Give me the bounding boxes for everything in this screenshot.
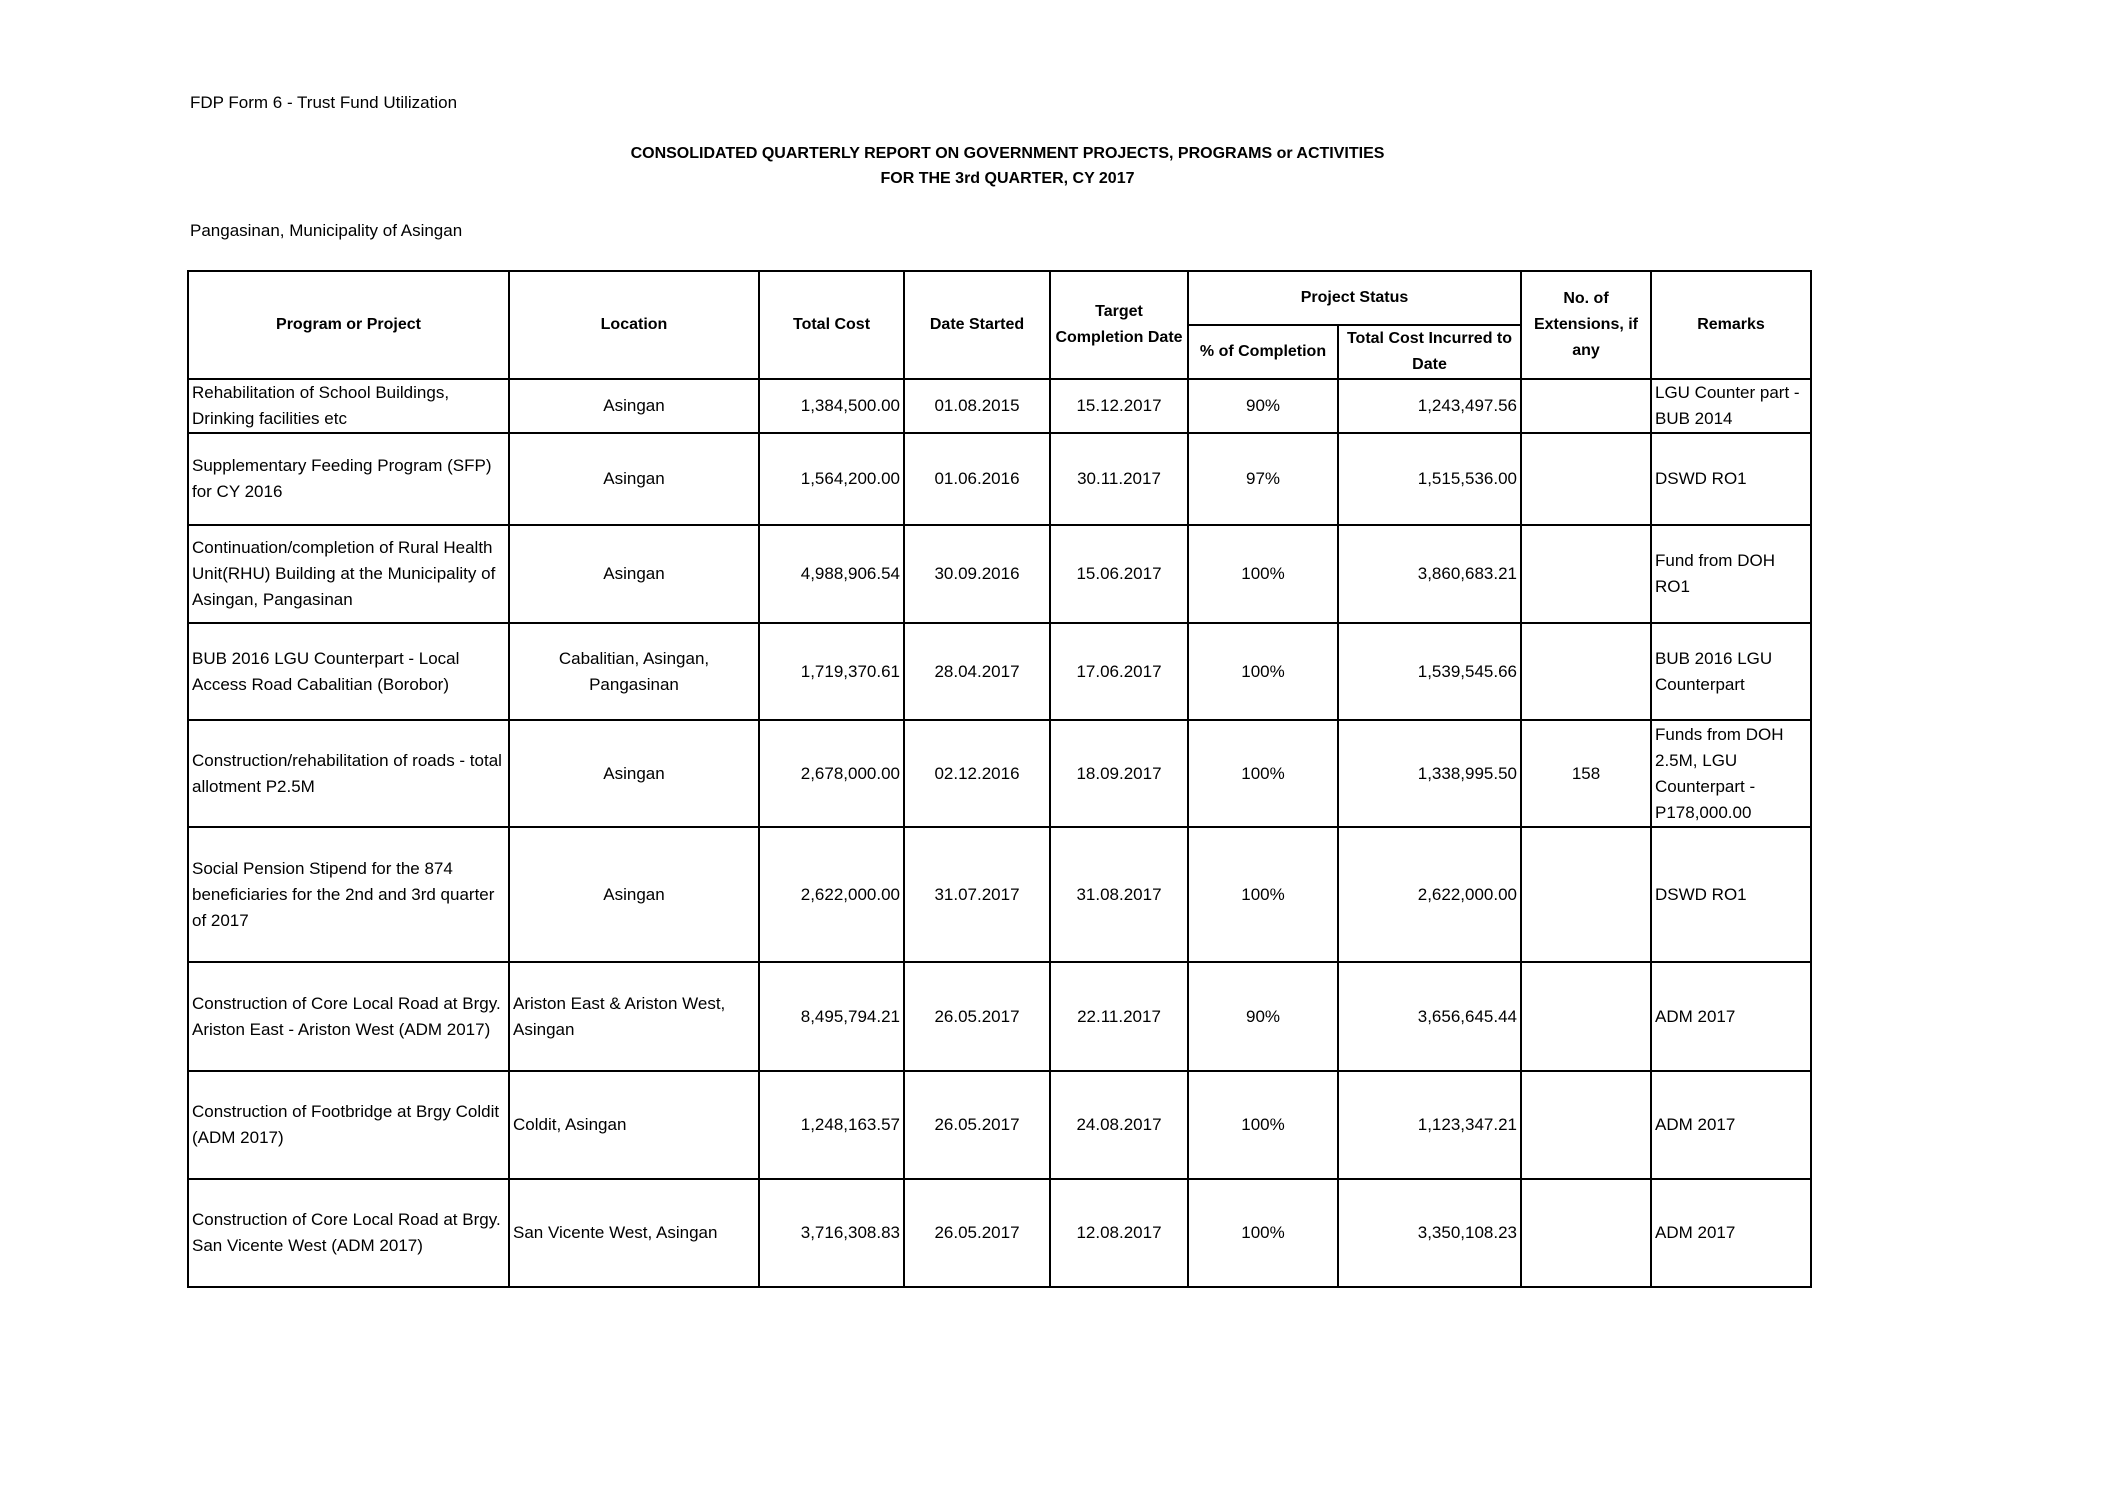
form-name: FDP Form 6 - Trust Fund Utilization <box>190 93 458 112</box>
cost-incurred-cell: 3,350,108.23 <box>1338 1179 1521 1287</box>
table-row <box>188 1071 1811 1179</box>
remarks-cell: Fund from DOH RO1 <box>1651 525 1811 623</box>
location-cell: Ariston East & Ariston West, Asingan <box>509 962 759 1071</box>
extensions-cell <box>1521 962 1651 1071</box>
total-cost-cell: 1,384,500.00 <box>759 379 904 433</box>
date-started-cell: 30.09.2016 <box>904 525 1050 623</box>
pct-completion-cell: 97% <box>1188 433 1338 525</box>
cost-incurred-cell: 1,338,995.50 <box>1338 720 1521 827</box>
target-date-cell: 22.11.2017 <box>1050 962 1188 1071</box>
extensions-cell <box>1521 1179 1651 1287</box>
location-cell: Asingan <box>509 720 759 827</box>
target-date-cell: 30.11.2017 <box>1050 433 1188 525</box>
pct-completion-cell: 90% <box>1188 962 1338 1071</box>
cost-incurred-cell: 1,123,347.21 <box>1338 1071 1521 1179</box>
remarks-cell: Funds from DOH 2.5M, LGU Counterpart - P178,000.00 <box>1651 720 1811 827</box>
target-date-cell: 15.06.2017 <box>1050 525 1188 623</box>
cost-incurred-cell: 1,243,497.56 <box>1338 379 1521 433</box>
table-body <box>188 379 1811 1287</box>
col-header-pct-completion: % of Completion <box>1188 325 1338 379</box>
cost-incurred-cell: 1,539,545.66 <box>1338 623 1521 720</box>
table-row <box>188 433 1811 525</box>
cost-incurred-cell: 3,656,645.44 <box>1338 962 1521 1071</box>
col-header-cost-incurred: Total Cost Incurred to Date <box>1338 325 1521 379</box>
table-row <box>188 623 1811 720</box>
location-cell: Asingan <box>509 525 759 623</box>
program-cell: Construction of Core Local Road at Brgy. Ariston East - Ariston West (ADM 2017) <box>188 962 509 1071</box>
extensions-cell <box>1521 379 1651 433</box>
total-cost-cell: 1,564,200.00 <box>759 433 904 525</box>
extensions-cell: 158 <box>1521 720 1651 827</box>
extensions-cell <box>1521 525 1651 623</box>
pct-completion-cell: 100% <box>1188 525 1338 623</box>
total-cost-cell: 3,716,308.83 <box>759 1179 904 1287</box>
program-cell: Continuation/completion of Rural Health Unit(RHU) Building at the Municipality of Asingan, Pangasinan <box>188 525 509 623</box>
date-started-cell: 28.04.2017 <box>904 623 1050 720</box>
date-started-cell: 01.08.2015 <box>904 379 1050 433</box>
table-row <box>188 720 1811 827</box>
date-started-cell: 01.06.2016 <box>904 433 1050 525</box>
table-row <box>188 962 1811 1071</box>
location-cell: Asingan <box>509 379 759 433</box>
remarks-cell: LGU Counter part - BUB 2014 <box>1651 379 1811 433</box>
target-date-cell: 12.08.2017 <box>1050 1179 1188 1287</box>
date-started-cell: 26.05.2017 <box>904 962 1050 1071</box>
location-cell: San Vicente West, Asingan <box>509 1179 759 1287</box>
table-row <box>188 827 1811 962</box>
remarks-cell: ADM 2017 <box>1651 1071 1811 1179</box>
pct-completion-cell: 100% <box>1188 720 1338 827</box>
table-row <box>188 525 1811 623</box>
target-date-cell: 24.08.2017 <box>1050 1071 1188 1179</box>
col-header-remarks: Remarks <box>1651 271 1811 379</box>
col-header-date-started: Date Started <box>904 271 1050 379</box>
report-title: CONSOLIDATED QUARTERLY REPORT ON GOVERNMENT PROJECTS, PROGRAMS or ACTIVITIES <box>630 145 1385 162</box>
program-cell: Construction of Core Local Road at Brgy. San Vicente West (ADM 2017) <box>188 1179 509 1287</box>
col-header-location: Location <box>509 271 759 379</box>
table-row <box>188 379 1811 433</box>
report-subtitle: FOR THE 3rd QUARTER, CY 2017 <box>880 170 1135 187</box>
location-cell: Cabalitian, Asingan, Pangasinan <box>509 623 759 720</box>
cost-incurred-cell: 2,622,000.00 <box>1338 827 1521 962</box>
total-cost-cell: 1,719,370.61 <box>759 623 904 720</box>
target-date-cell: 31.08.2017 <box>1050 827 1188 962</box>
total-cost-cell: 2,678,000.00 <box>759 720 904 827</box>
extensions-cell <box>1521 623 1651 720</box>
col-header-extensions: No. of Extensions, if any <box>1521 271 1651 379</box>
extensions-cell <box>1521 433 1651 525</box>
extensions-cell <box>1521 1071 1651 1179</box>
location-cell: Asingan <box>509 827 759 962</box>
target-date-cell: 18.09.2017 <box>1050 720 1188 827</box>
total-cost-cell: 4,988,906.54 <box>759 525 904 623</box>
place-label: Pangasinan, Municipality of Asingan <box>190 221 463 240</box>
program-cell: Social Pension Stipend for the 874 beneficiaries for the 2nd and 3rd quarter of 2017 <box>188 827 509 962</box>
projects-table <box>187 270 1812 1288</box>
total-cost-cell: 8,495,794.21 <box>759 962 904 1071</box>
date-started-cell: 02.12.2016 <box>904 720 1050 827</box>
cost-incurred-cell: 1,515,536.00 <box>1338 433 1521 525</box>
col-header-total-cost: Total Cost <box>759 271 904 379</box>
col-header-target-completion: Target Completion Date <box>1050 271 1188 379</box>
program-cell: Construction/rehabilitation of roads - total allotment P2.5M <box>188 720 509 827</box>
table-row <box>188 1179 1811 1287</box>
col-header-program: Program or Project <box>188 271 509 379</box>
col-header-project-status: Project Status <box>1188 271 1521 325</box>
pct-completion-cell: 100% <box>1188 623 1338 720</box>
program-cell: Supplementary Feeding Program (SFP) for CY 2016 <box>188 433 509 525</box>
program-cell: Construction of Footbridge at Brgy Coldit (ADM 2017) <box>188 1071 509 1179</box>
location-cell: Coldit, Asingan <box>509 1071 759 1179</box>
remarks-cell: ADM 2017 <box>1651 1179 1811 1287</box>
remarks-cell: ADM 2017 <box>1651 962 1811 1071</box>
pct-completion-cell: 100% <box>1188 1071 1338 1179</box>
location-cell: Asingan <box>509 433 759 525</box>
remarks-cell: BUB 2016 LGU Counterpart <box>1651 623 1811 720</box>
total-cost-cell: 2,622,000.00 <box>759 827 904 962</box>
extensions-cell <box>1521 827 1651 962</box>
date-started-cell: 26.05.2017 <box>904 1179 1050 1287</box>
remarks-cell: DSWD RO1 <box>1651 827 1811 962</box>
cost-incurred-cell: 3,860,683.21 <box>1338 525 1521 623</box>
pct-completion-cell: 100% <box>1188 827 1338 962</box>
date-started-cell: 26.05.2017 <box>904 1071 1050 1179</box>
pct-completion-cell: 100% <box>1188 1179 1338 1287</box>
target-date-cell: 17.06.2017 <box>1050 623 1188 720</box>
date-started-cell: 31.07.2017 <box>904 827 1050 962</box>
program-cell: BUB 2016 LGU Counterpart - Local Access Road Cabalitian (Borobor) <box>188 623 509 720</box>
program-cell: Rehabilitation of School Buildings, Drinking facilities etc <box>188 379 509 433</box>
target-date-cell: 15.12.2017 <box>1050 379 1188 433</box>
remarks-cell: DSWD RO1 <box>1651 433 1811 525</box>
pct-completion-cell: 90% <box>1188 379 1338 433</box>
total-cost-cell: 1,248,163.57 <box>759 1071 904 1179</box>
